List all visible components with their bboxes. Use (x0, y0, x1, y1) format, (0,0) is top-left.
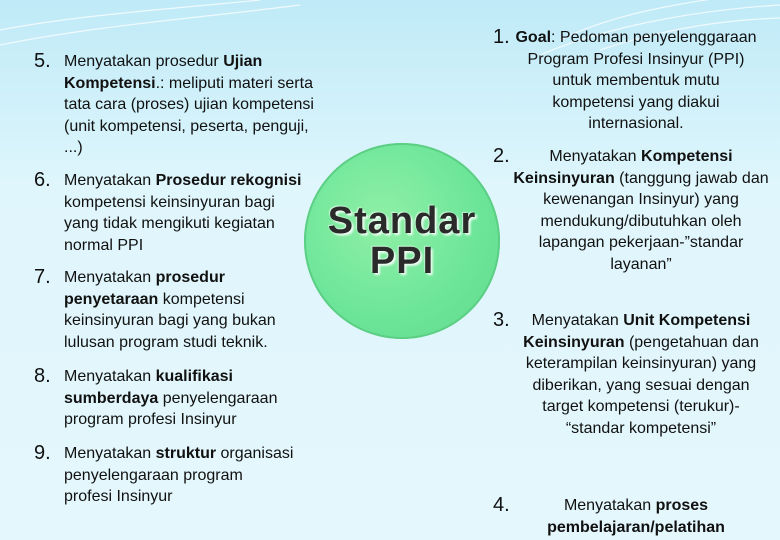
text-run: Menyatakan (531, 312, 624, 329)
text-run: Menyatakan prosedur (64, 53, 224, 70)
list-item-2 (493, 146, 773, 275)
item-number: 8. (34, 365, 51, 387)
text-run: : Pedoman penyelenggaraan Program Profesi Insinyur (PPI) untuk membentuk mutu kompetensi yang diakui internasional. (527, 29, 757, 132)
text-run: Menyatakan (549, 148, 642, 165)
item-text (64, 51, 314, 159)
item-text (511, 27, 761, 135)
text-run: (tanggung jawab dan kewenangan Insinyur) yang mendukung/dibutuhkan oleh lapangan pekerjaan-”standar layanan” (538, 169, 769, 273)
list-item-7 (34, 267, 314, 353)
item-text (511, 310, 771, 439)
list-item-6 (34, 170, 309, 256)
text-run: penyelengaraan program profesi Insinyur (64, 389, 278, 428)
text-run: .: meliputi materi serta tata cara (proses) ujian kompetensi (unit kompetensi, peserta, penguji, ...) (64, 74, 314, 156)
bold-text: struktur (155, 445, 217, 462)
item-text (64, 267, 314, 353)
text-run: (pengetahuan dan keterampilan keinsinyuran) yang diberikan, yang sesuai dengan target kompetensi (terukur)- “standar kompetensi” (525, 333, 759, 437)
circle-title (304, 201, 500, 281)
list-item-4 (493, 495, 773, 538)
item-number: 2. (493, 145, 510, 167)
bold-text: Goal (515, 29, 552, 46)
item-number: 6. (34, 169, 51, 191)
bold-text: kualifikasi sumberdaya (64, 368, 233, 407)
item-text (64, 443, 294, 508)
standar-ppi-circle (304, 143, 500, 339)
item-number: 5. (34, 50, 51, 72)
text-run: Menyatakan (64, 368, 156, 385)
item-number: 7. (34, 266, 51, 288)
list-item-5 (34, 51, 314, 159)
list-item-1 (493, 27, 773, 135)
bold-text: Ujian Kompetensi (64, 53, 263, 92)
list-item-9 (34, 443, 294, 508)
text-run: Menyatakan (64, 269, 156, 286)
text-run: kompetensi keinsinyuran bagi yang tidak mengikuti kegiatan normal PPI (64, 193, 275, 254)
list-item-3 (493, 310, 773, 439)
bold-text: proses pembelajaran/pelatihan (547, 497, 725, 536)
text-run: Menyatakan (64, 172, 156, 189)
bold-text: Kompetensi Keinsinyuran (513, 148, 733, 187)
item-text (511, 146, 771, 275)
text-run: kompetensi keinsinyuran bagi yang bukan lulusan program studi teknik. (64, 290, 276, 351)
text-run: organisasi penyelengaraan program profesi Insinyur (64, 445, 294, 505)
circle-title-line1: Standar (327, 200, 477, 242)
bold-text: Prosedur rekognisi (155, 172, 302, 189)
item-text (511, 495, 761, 538)
bold-text: prosedur penyetaraan (64, 269, 225, 308)
item-number: 4. (493, 494, 510, 516)
text-run: Menyatakan (563, 497, 656, 514)
item-number: 3. (493, 309, 510, 331)
item-number: 1. (493, 26, 510, 48)
item-number: 9. (34, 442, 51, 464)
list-item-8 (34, 366, 319, 431)
item-text (64, 170, 309, 256)
bold-text: Unit Kompetensi Keinsinyuran (523, 312, 751, 351)
item-text (64, 366, 319, 431)
text-run: Menyatakan (64, 445, 156, 462)
circle-title-line2: PPI (369, 240, 435, 282)
